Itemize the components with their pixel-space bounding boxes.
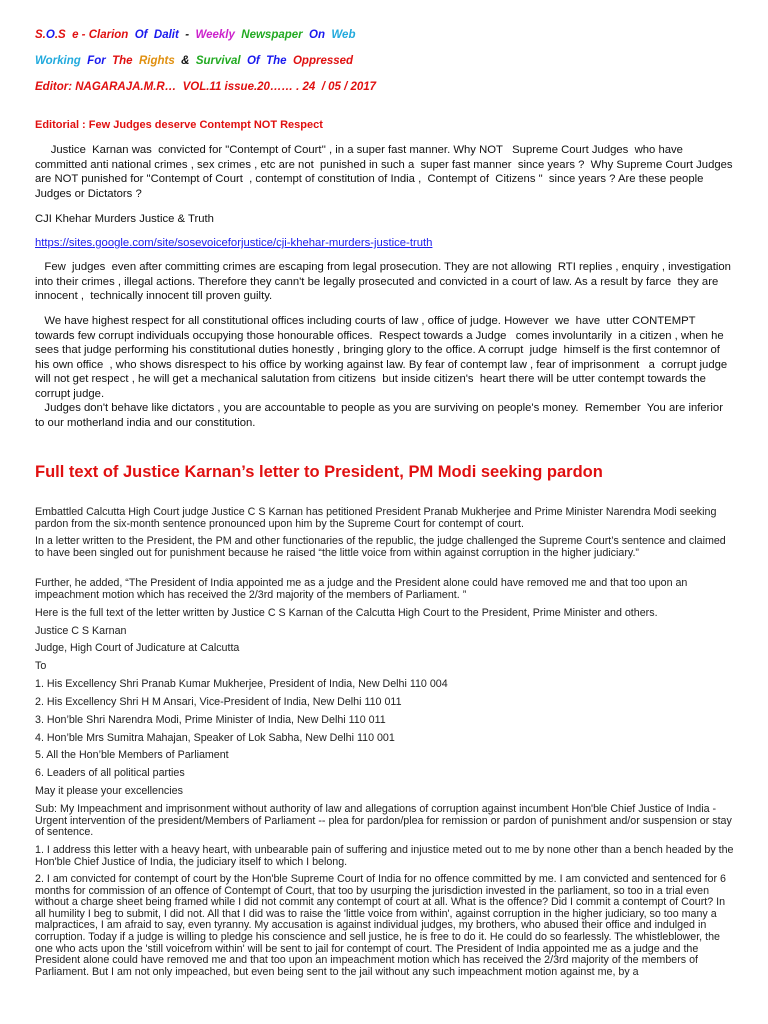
masthead-word: - — [182, 29, 193, 41]
masthead-word: VOL.11 issue.20…… . 24 / 05 / 2017 — [179, 81, 377, 93]
masthead-title-line — [35, 29, 355, 41]
masthead-word: On — [305, 29, 329, 41]
masthead-word: Rights — [135, 55, 178, 67]
masthead-word: Dalit — [150, 29, 183, 41]
masthead-word: O — [45, 29, 55, 41]
recipient-6: 6. Leaders of all political parties — [35, 767, 185, 779]
masthead-word: Of — [131, 29, 151, 41]
article-paragraph-3: Further, he added, “The President of India appointed me as a judge and the President alone could have removed me and that too upon an impeachment motion which has received the 2/3rd majority of the members of Parliament. ” — [35, 577, 688, 601]
editorial-paragraph-1: Justice Karnan was convicted for "Contempt of Court'' , in a super fast manner. Why NOT Supreme Court Judges who have committed anti national crimes , sex crimes , etc are not punished in such a super fast manner since years ? Why Supreme Court Judges are NOT punished for "Contempt of Court , contempt of constitution of India , Contempt of Citizens " since years ? Are these people Judges or Dictators ? — [35, 144, 736, 200]
letter-sender-name: Justice C S Karnan — [35, 625, 127, 637]
editorial-title: Editorial : Few Judges deserve Contempt NOT Respect — [35, 119, 323, 131]
recipient-3: 3. Hon’ble Shri Narendra Modi, Prime Minister of India, New Delhi 110 011 — [35, 714, 386, 726]
article-headline: Full text of Justice Karnan’s letter to President, PM Modi seeking pardon — [35, 463, 603, 481]
editorial-paragraph-4: We have highest respect for all constitutional offices including courts of law , office of judge. However we have utter CONTEMPT towards few corrupt individuals occupying those honourable offices. Respect towards a Judge comes involuntarily in a citizen , when he sees that judge performing his constitutional duties honestly , bringing glory to the office. A corrupt judge himself is the first contemnor of his own office , who shows disrespect to his office by working against law. By fear of contempt law , fear of imprisonment a corrupt judge will not get respect , he will get a mechanical salutation from citizens but inside citizen's heart there will be utter contempt towards the corrupt judge. — [35, 315, 731, 400]
masthead-word: The — [108, 55, 136, 67]
recipient-2: 2. His Excellency Shri H M Ansari, Vice-President of India, New Delhi 110 011 — [35, 696, 402, 708]
recipient-1: 1. His Excellency Shri Pranab Kumar Mukherjee, President of India, New Delhi 110 004 — [35, 678, 448, 690]
masthead-word: Weekly — [192, 29, 239, 41]
letter-to-label: To — [35, 660, 47, 672]
masthead-word: Of — [243, 55, 263, 67]
letter-subject: Sub: My Impeachment and imprisonment without authority of law and allegations of corruption against incumbent Hon'ble Chief Justice of India - Urgent intervention of the president/Members of Parliament -- plea for pardon/plea for remission or pardon of punishment and/or suspension or stay of sentence. — [35, 803, 732, 839]
masthead-word: The — [262, 55, 290, 67]
recipient-5: 5. All the Hon’ble Members of Parliament — [35, 749, 229, 761]
letter-point-1: 1. I address this letter with a heavy heart, with unbearable pain of suffering and injustice meted out to me by none other than a bench headed by the Hon'ble Chief Justice of India, the judiciary itself to which I belong. — [35, 844, 734, 868]
masthead-word: .S — [54, 29, 66, 41]
article-paragraph-1: Embattled Calcutta High Court judge Justice C S Karnan has petitioned President Pranab Mukherjee and Prime Minister Narendra Modi seeking pardon from the six-month sentence pronounced upon him by the Supreme Court for contempt of court. — [35, 506, 717, 530]
editorial-paragraph-2: CJI Khehar Murders Justice & Truth — [35, 213, 214, 225]
masthead-word: Oppressed — [289, 55, 354, 67]
masthead-word: e - Clarion — [65, 29, 132, 41]
masthead-word: S. — [35, 29, 46, 41]
masthead-word: Working — [35, 55, 84, 67]
masthead-word: & — [177, 55, 193, 67]
article-paragraph-2: In a letter written to the President, the PM and other functionaries of the republic, the judge challenged the Supreme Court’s sentence and claimed to have been singled out for punishment because he raised “the little voice from within against corruption in the higher judiciary.” — [35, 535, 726, 559]
letter-greeting: May it please your excellencies — [35, 785, 183, 797]
editorial-link[interactable]: https://sites.google.com/site/sosevoiceforjustice/cji-khehar-murders-justice-truth — [35, 237, 433, 249]
masthead-word: Survival — [192, 55, 244, 67]
masthead-word: Editor: NAGARAJA.M.R… — [35, 81, 180, 93]
masthead-word: Newspaper — [238, 29, 306, 41]
letter-sender-title: Judge, High Court of Judicature at Calcutta — [35, 642, 240, 654]
masthead-word: For — [83, 55, 109, 67]
editorial-paragraph-3: Few judges even after committing crimes are escaping from legal prosecution. They are not allowing RTI replies , enquiry , investigation into their crimes , illegal actions. Therefore they cann't be legally prosecuted and convicted in a court of law. As a result by farce they are innocent , technically innocent till proven guilty. — [35, 261, 735, 302]
masthead-word: Web — [328, 29, 356, 41]
editorial-paragraph-5: Judges don't behave like dictators , you are accountable to people as you are surviving on people's money. Remember You are inferior to our motherland india and our constitution. — [35, 402, 727, 429]
masthead-editor-line — [35, 81, 376, 93]
letter-point-2: 2. I am convicted for contempt of court by the Hon'ble Supreme Court of India for no offence committed by me. I am convicted and sentenced for 6 months for commission of an offence of Contempt of Court, that too by usurping the jurisdiction invested in the parliament, so too in a trial even without a charge sheet being framed while I did not commit any contempt of court at all. What is the offence? Did I commit a contempt of Court? In all humility I beg to submit, I did not. All that I did was to raise the 'little voice from within', against corruption in the higher judiciary, so too many a malpractices, I am afraid to say, even tyranny. My accusation is against individual judges, my brothers, who abused their office and indulged in corruption. Today if a judge is willing to pledge his conscience and sell justice, he is free to do it. He could do so fearlessly. The whistleblower, the one who acts upon the 'still voicefrom within' will be sent to jail for contempt of court. The President of India appointed me as a judge and the President alone could have removed me and that too upon an impeachment motion which has received the 2/3rd majority of the members of Parliament. But I am not only impeached, but even being sent to the jail without any such impeachment motion against me, by a — [35, 873, 726, 978]
article-paragraph-4: Here is the full text of the letter written by Justice C S Karnan of the Calcutta High Court to the President, Prime Minister and others. — [35, 607, 658, 619]
recipient-4: 4. Hon’ble Mrs Sumitra Mahajan, Speaker of Lok Sabha, New Delhi 110 001 — [35, 732, 395, 744]
masthead-tagline — [35, 55, 353, 67]
